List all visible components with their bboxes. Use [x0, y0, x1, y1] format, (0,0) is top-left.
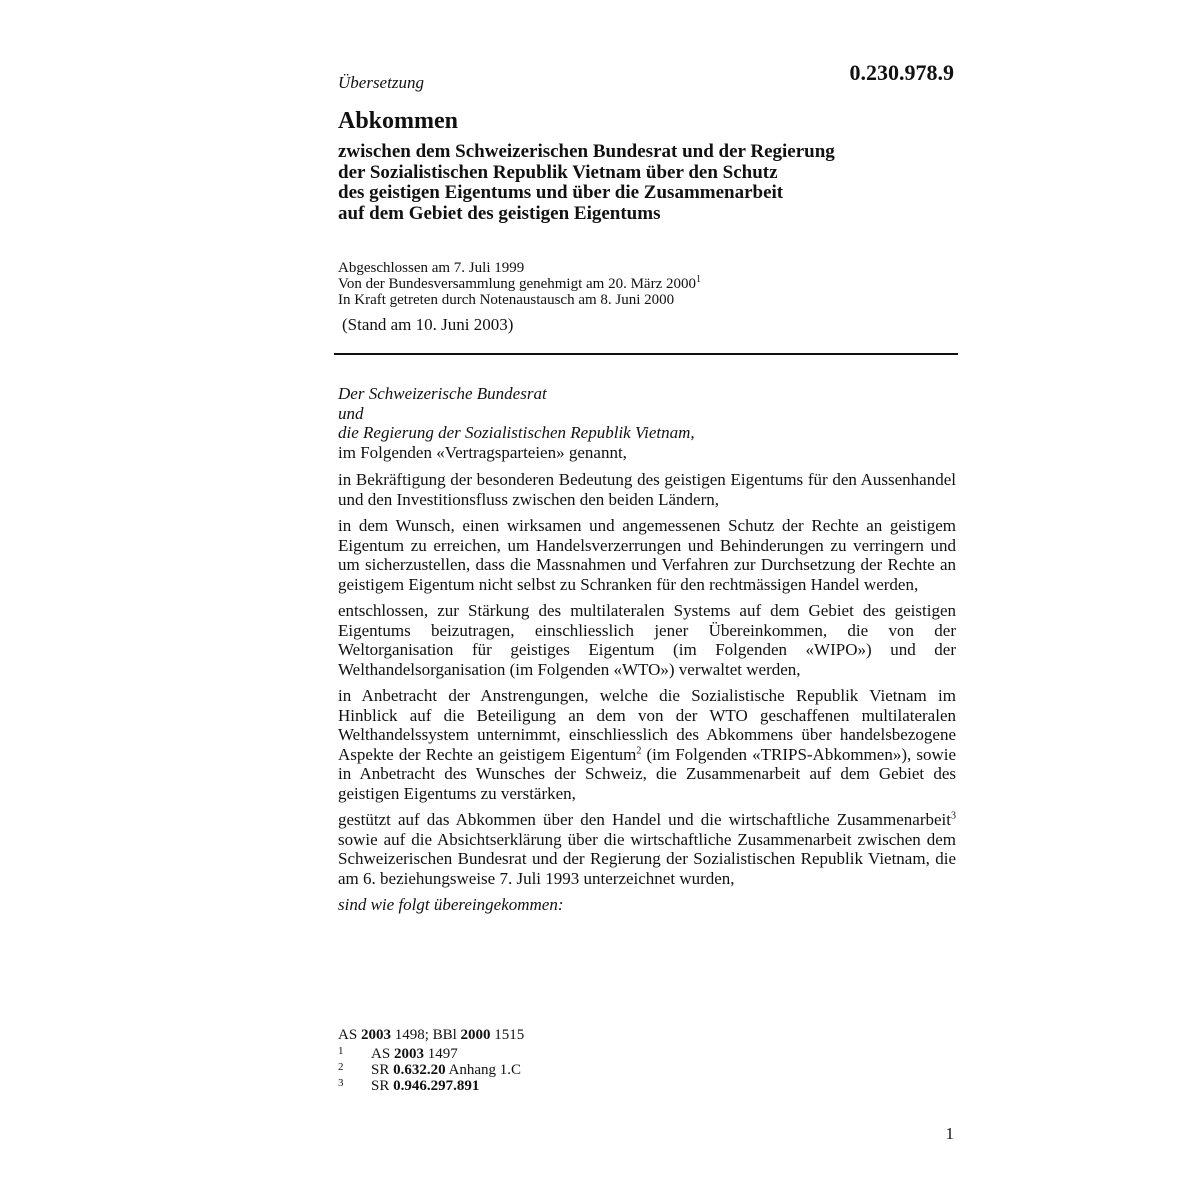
footnote-suffix: Anhang 1.C	[445, 1062, 522, 1078]
translation-label: Übersetzung	[338, 73, 424, 92]
treaty-dates	[338, 260, 958, 308]
party-2: die Regierung der Sozialistischen Republik Vietnam,	[338, 423, 695, 442]
approved-date	[338, 276, 958, 292]
document-subtitle	[338, 142, 958, 224]
preamble	[338, 384, 956, 922]
source-text: 1515	[490, 1027, 525, 1043]
footnote	[338, 1062, 958, 1078]
source-bold: 2000	[460, 1027, 491, 1043]
sr-number: 0.230.978.9	[849, 60, 954, 85]
paragraph-text: gestützt auf das Abkommen über den Handel und die wirtschaftliche Zusammenarbeit	[338, 810, 951, 829]
preamble-paragraph: in dem Wunsch, einen wirksamen und angemessenen Schutz der Rechte an geistigem Eigentum zu erreichen, um Handelsverzerrungen und Behinderungen zu verringern und um sicherzustellen, dass die Massnahmen und Verfahren zur Durchsetzung der Rechte an geistigem Eigentum nicht selbst zu Schranken für den rechtmässigen Handel werden,	[338, 516, 956, 594]
footnotes	[338, 1027, 958, 1094]
footnote	[338, 1078, 958, 1094]
footnote-text	[371, 1062, 521, 1078]
in-force-date: In Kraft getreten durch Notenaustausch am 8. Juni 2000	[338, 292, 675, 308]
divider	[334, 353, 958, 355]
footnote	[338, 1046, 958, 1062]
footnote-ref[interactable]: 1	[696, 274, 701, 285]
party-and: und	[338, 403, 364, 423]
preamble-paragraph	[338, 686, 956, 803]
footnote-bold: 2003	[393, 1046, 424, 1062]
status-date: (Stand am 10. Juni 2003)	[342, 315, 514, 334]
page-number: 1	[945, 1124, 954, 1143]
party-1: Der Schweizerische Bundesrat	[338, 384, 547, 403]
source-reference	[338, 1027, 958, 1043]
subtitle-line: der Sozialistischen Republik Vietnam über den Schutz	[338, 161, 778, 183]
source-bold: 2003	[360, 1027, 391, 1043]
footnote-suffix: 1497	[423, 1046, 458, 1062]
footnote-prefix: SR	[371, 1078, 394, 1094]
footnote-prefix: AS	[371, 1046, 394, 1062]
footnote-number: 1	[338, 1045, 344, 1057]
subtitle-line: auf dem Gebiet des geistigen Eigentums	[338, 202, 661, 224]
parties-named: im Folgenden «Vertragsparteien» genannt,	[338, 442, 627, 462]
footnote-text	[371, 1046, 458, 1062]
preamble-parties	[338, 384, 956, 462]
approved-text: Von der Bundesversammlung genehmigt am 20. März 2000	[338, 276, 696, 292]
concluded-date: Abgeschlossen am 7. Juli 1999	[338, 260, 525, 276]
paragraph-text: in Anbetracht der Anstrengungen, welche die Sozialistische Republik Vietnam im Hinblick auf die Beteiligung an dem von der WTO geschaffenen multilateralen Welthandelssystem unternimmt, einschliesslich des Abkommens über handelsbezogene Aspekte der Rechte an geistigem Eigentum	[338, 686, 956, 764]
document-title: Abkommen	[338, 108, 459, 134]
footnote-ref[interactable]: 2	[636, 744, 642, 756]
subtitle-line: zwischen dem Schweizerischen Bundesrat und der Regierung	[338, 141, 835, 162]
footnote-bold: 0.632.20	[393, 1062, 446, 1078]
preamble-paragraph: in Bekräftigung der besonderen Bedeutung des geistigen Eigentums für den Aussenhandel und den Investitionsfluss zwischen den beiden Ländern,	[338, 470, 956, 509]
footnote-ref[interactable]: 3	[951, 810, 956, 822]
footnote-prefix: SR	[371, 1062, 394, 1078]
footnote-bold: 0.946.297.891	[393, 1078, 480, 1094]
source-text: AS	[338, 1027, 361, 1043]
footnote-number: 2	[338, 1061, 344, 1073]
footnote-text	[371, 1078, 479, 1094]
source-text: 1498; BBl	[390, 1027, 461, 1043]
subtitle-line: des geistigen Eigentums und über die Zusammenarbeit	[338, 182, 784, 203]
agreement-clause: sind wie folgt übereingekommen:	[338, 895, 564, 914]
footnote-number: 3	[338, 1077, 344, 1089]
preamble-paragraph: entschlossen, zur Stärkung des multilateralen Systems auf dem Gebiet des geistigen Eigentums beizutragen, einschliesslich jener Übereinkommen, die von der Weltorganisation für geistiges Eigentum (im Folgenden «WIPO») und der Welthandelsorganisation (im Folgenden «WTO») verwaltet werden,	[338, 601, 956, 679]
paragraph-text: (im Folgenden «TRIPS-Abkommen»), sowie in Anbetracht des Wunsches der Schweiz, die Zusammenarbeit auf dem Gebiet des geistigen Eigentums zu verstärken,	[338, 744, 957, 803]
preamble-paragraph	[338, 810, 956, 888]
paragraph-text: sowie auf die Absichtserklärung über die wirtschaftliche Zusammenarbeit zwischen dem Schweizerischen Bundesrat und der Regierung der Sozialistischen Republik Vietnam, die am 6. beziehungsweise 7. Juli 1993 unterzeichnet wurden,	[338, 829, 956, 888]
